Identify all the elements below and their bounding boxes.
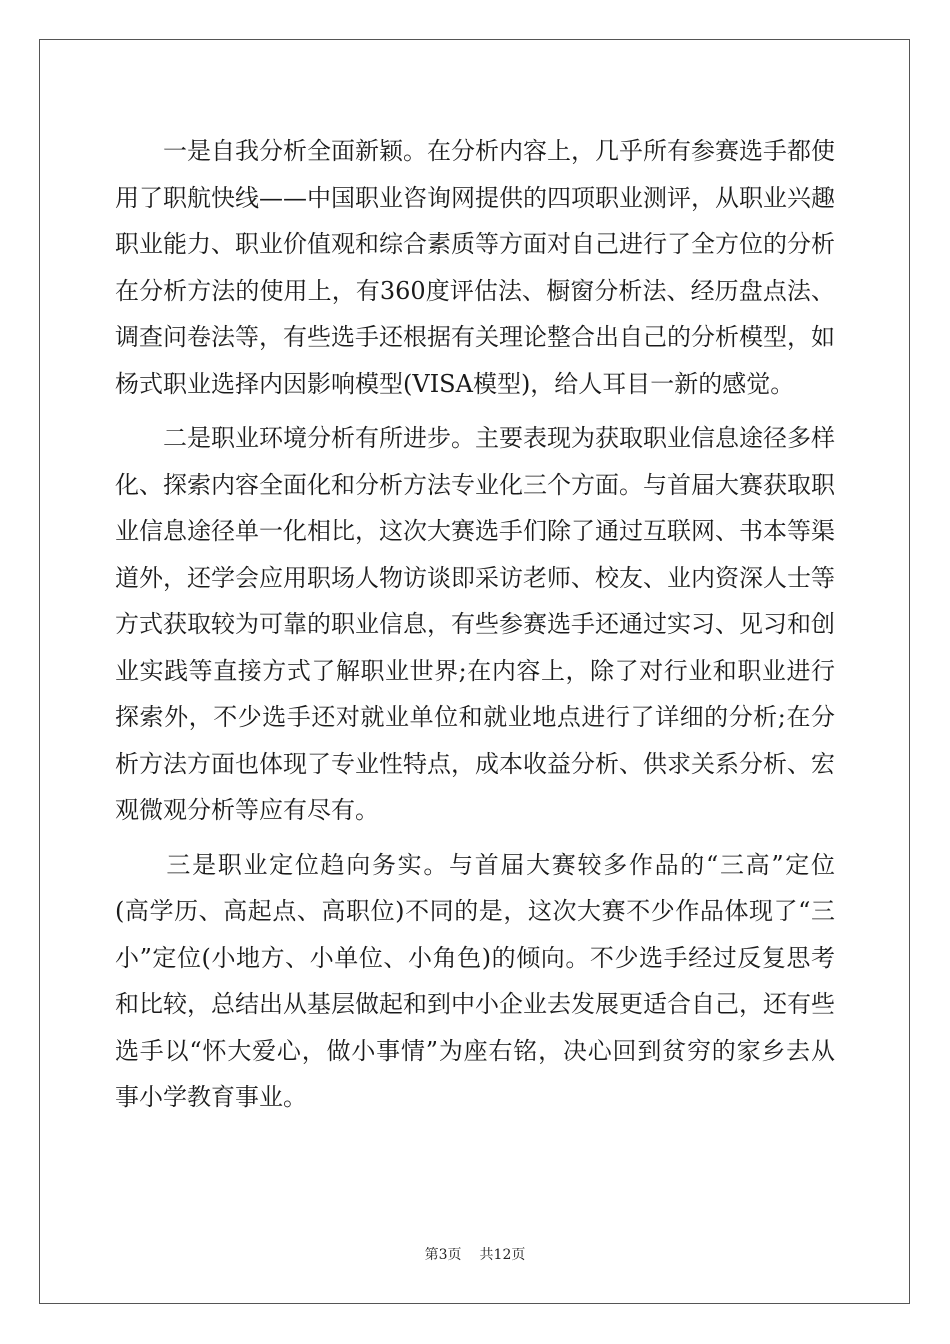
- paragraph-line: 三是职业定位趋向务实。与首届大赛较多作品的“三高”定位: [115, 850, 835, 879]
- paragraph-line: 道外，还学会应用职场人物访谈即采访老师、校友、业内资深人士等: [115, 563, 835, 592]
- paragraph-line: 探索外，不少选手还对就业单位和就业地点进行了详细的分析;在分: [115, 703, 835, 731]
- paragraph-line: 用了职航快线——中国职业咨询网提供的四项职业测评，从职业兴趣: [115, 183, 835, 212]
- paragraph: [115, 415, 835, 834]
- page-number: 第3页: [424, 1247, 462, 1263]
- paragraph-line: 杨式职业选择内因影响模型(VISA模型)，给人耳目一新的感觉。: [115, 369, 795, 398]
- paragraph-line: 选手以“怀大爱心，做小事情”为座右铭，决心回到贫穷的家乡去从: [115, 1036, 835, 1065]
- paragraph-line: 在分析方法的使用上，有360度评估法、橱窗分析法、经历盘点法、: [115, 276, 835, 305]
- paragraph-line: 化、探索内容全面化和分析方法专业化三个方面。与首届大赛获取职: [115, 470, 835, 499]
- paragraph-line: 析方法方面也体现了专业性特点，成本收益分析、供求关系分析、宏: [115, 749, 835, 778]
- paragraph-line: 二是职业环境分析有所进步。主要表现为获取职业信息途径多样: [115, 424, 835, 452]
- paragraph: [115, 842, 835, 1121]
- paragraph-line: 和比较，总结出从基层做起和到中小企业去发展更适合自己，还有些: [115, 990, 835, 1018]
- paragraph-line: 调查问卷法等，有些选手还根据有关理论整合出自己的分析模型，如: [115, 323, 835, 351]
- paragraph-line: 观微观分析等应有尽有。: [115, 796, 379, 824]
- paragraph: [115, 128, 835, 407]
- page-footer: [0, 1244, 950, 1264]
- paragraph-line: 职业能力、职业价值观和综合素质等方面对自己进行了全方位的分析: [115, 230, 835, 258]
- paragraph-line: 一是自我分析全面新颖。在分析内容上，几乎所有参赛选手都使: [115, 137, 835, 165]
- paragraph-line: 方式获取较为可靠的职业信息，有些参赛选手还通过实习、见习和创: [115, 610, 835, 638]
- paragraph-line: 小”定位(小地方、小单位、小角色)的倾向。不少选手经过反复思考: [115, 943, 835, 972]
- paragraph-line: (高学历、高起点、高职位)不同的是，这次大赛不少作品体现了“三: [115, 897, 835, 925]
- document-body: [115, 128, 835, 1121]
- paragraph-line: 业实践等直接方式了解职业世界;在内容上，除了对行业和职业进行: [115, 656, 835, 685]
- page-total: 共12页: [479, 1247, 526, 1263]
- paragraph-line: 业信息途径单一化相比，这次大赛选手们除了通过互联网、书本等渠: [115, 517, 835, 545]
- paragraph-line: 事小学教育事业。: [115, 1083, 307, 1111]
